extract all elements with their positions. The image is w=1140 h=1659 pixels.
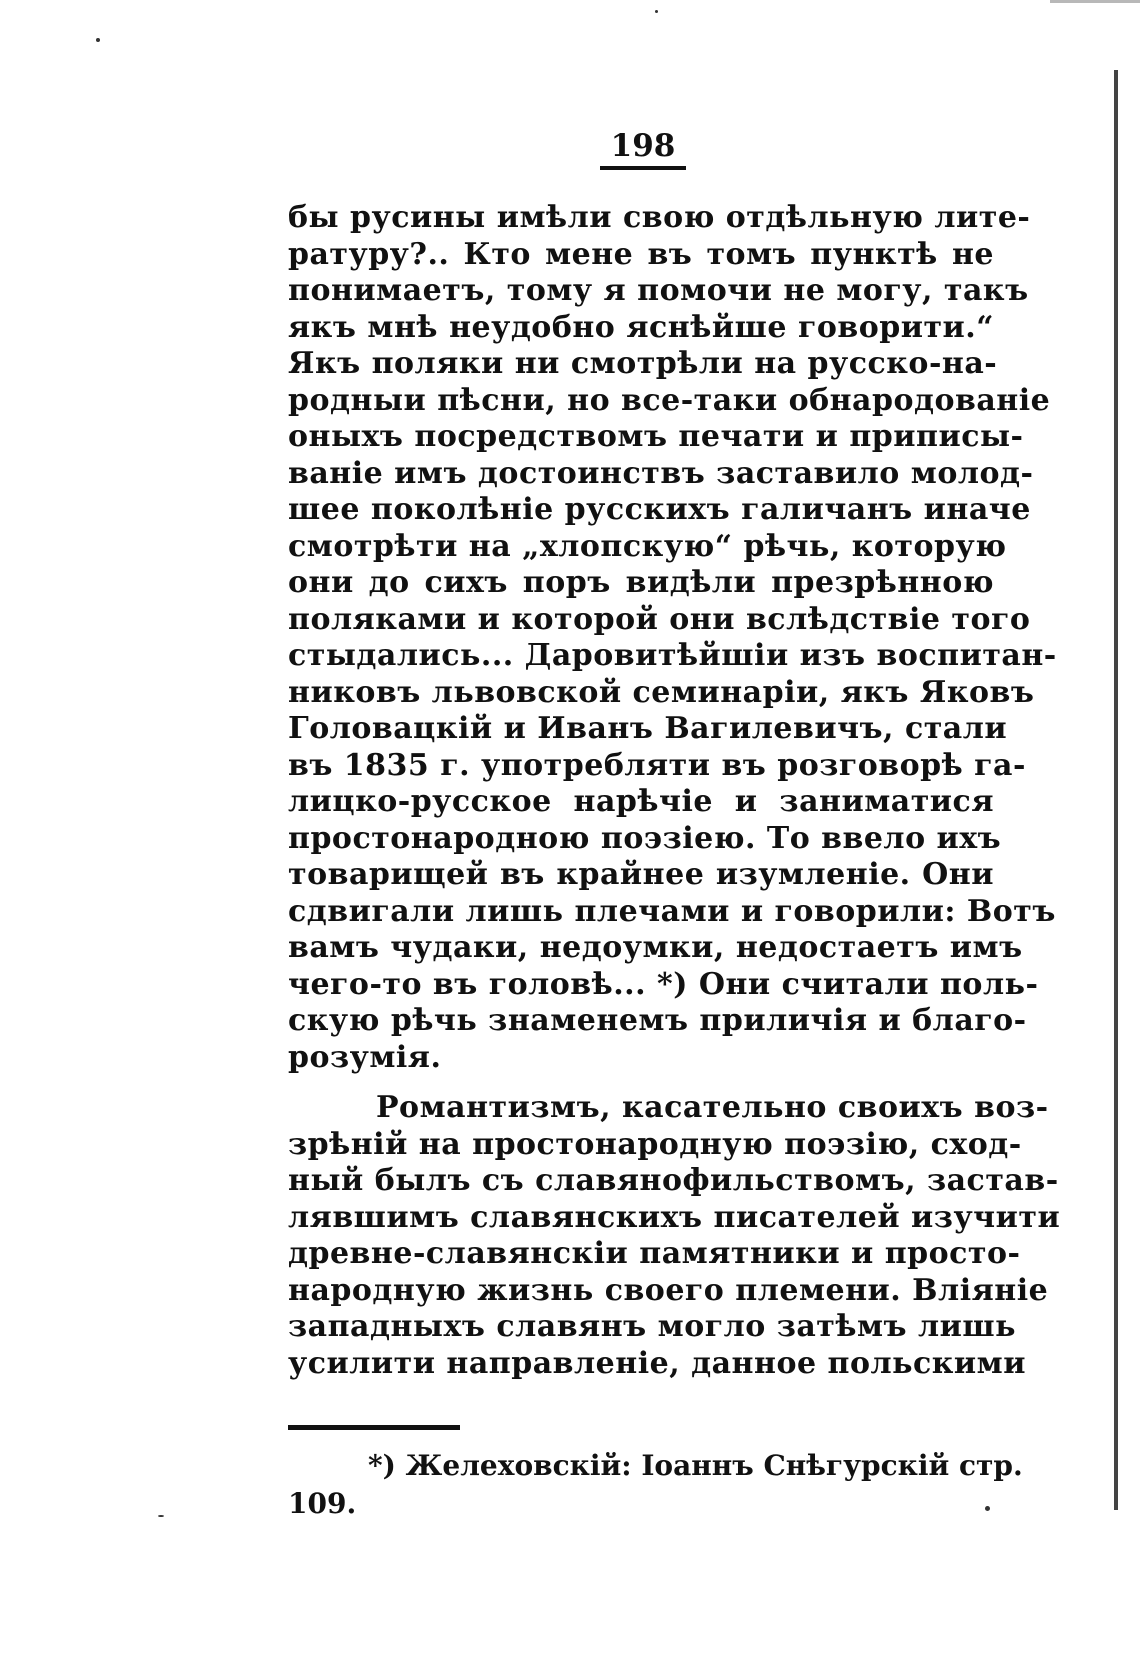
scan-speck (655, 10, 658, 13)
footnote (288, 1447, 1023, 1523)
text-line: стыдались... Даровитѣйшіи изъ воспитан- (288, 638, 1057, 673)
text-line: оныхъ посредствомъ печати и приписы- (288, 419, 1024, 454)
text-line: простонародною поэзіею. То ввело ихъ (288, 820, 1002, 856)
text-line: шее поколѣніе русскихъ галичанъ иначе (288, 492, 1031, 527)
text-line: они до сихъ поръ видѣли презрѣнною (288, 565, 994, 600)
text-line: западныхъ славянъ могло затѣмъ лишь (288, 1309, 1016, 1344)
footnote-line: *) Желеховскій: Іоаннъ Снѣгурскій стр. (368, 1449, 1023, 1482)
text-line: лявшимъ славянскихъ писателей изучити (288, 1199, 1061, 1235)
text-line: ратуру?.. Кто мене въ томъ пунктѣ не (288, 236, 994, 272)
text-line: въ 1835 г. употребляти въ розговорѣ га- (288, 747, 1026, 783)
footnote-line: 109. (288, 1487, 357, 1520)
text-line: чего-то въ головѣ... *) Они считали поль- (288, 966, 1039, 1002)
text-line: смотрѣти на „хлопскую“ рѣчь, которую (288, 528, 1007, 564)
text-line: товарищей въ крайнее изумленіе. Они (288, 857, 994, 892)
paragraph-gap (288, 1076, 994, 1090)
scan-edge-top (1050, 0, 1140, 3)
text-line: народную жизнь своего племени. Вліяніе (288, 1272, 1049, 1308)
text-line: розумія. (288, 1039, 442, 1075)
text-line: Головацкій и Иванъ Вагилевичъ, стали (288, 711, 1008, 746)
text-line: Романтизмъ, касательно своихъ воз- (376, 1090, 1049, 1125)
text-line: никовъ львовской семинаріи, якъ Яковъ (288, 674, 1035, 710)
scan-edge-right (1114, 70, 1118, 1510)
text-line: бы русины имѣли свою отдѣльную лите- (288, 200, 1031, 235)
text-line: вамъ чудаки, недоумки, недостаетъ имъ (288, 930, 1023, 965)
text-line: якъ мнѣ неудобно яснѣйше говорити.“ (288, 309, 994, 345)
text-line: ваніе имъ достоинствъ заставило молод- (288, 455, 1034, 491)
text-line: понимаетъ, тому я помочи не могу, такъ (288, 273, 1029, 308)
paragraph (288, 200, 1057, 1076)
text-line: поляками и которой они вслѣдствіе того (288, 601, 1031, 637)
text-line: зрѣній на простонародную поэзію, сход- (288, 1126, 1022, 1162)
text-line: родныи пѣсни, но все-таки обнародованіе (288, 382, 1051, 418)
page-number: 198 (600, 128, 686, 170)
paragraph (288, 1090, 1061, 1382)
text-line: древне-славянскіи памятники и просто- (288, 1236, 1021, 1271)
text-line: скую рѣчь знаменемъ приличія и благо- (288, 1003, 1027, 1038)
text-line: лицко-русское нарѣчіе и заниматися (288, 784, 994, 819)
text-line: сдвигали лишь плечами и говорили: Вотъ (288, 893, 1056, 929)
body-text (288, 200, 1061, 1382)
scan-speck (96, 38, 100, 42)
footnote-separator (288, 1425, 460, 1430)
text-line: ный былъ съ славянофильствомъ, застав- (288, 1163, 1059, 1198)
scan-speck (158, 1515, 164, 1517)
text-line: Якъ поляки ни смотрѣли на русско-на- (288, 346, 998, 381)
text-line: усилити направленіе, данное польскими (288, 1345, 1026, 1381)
